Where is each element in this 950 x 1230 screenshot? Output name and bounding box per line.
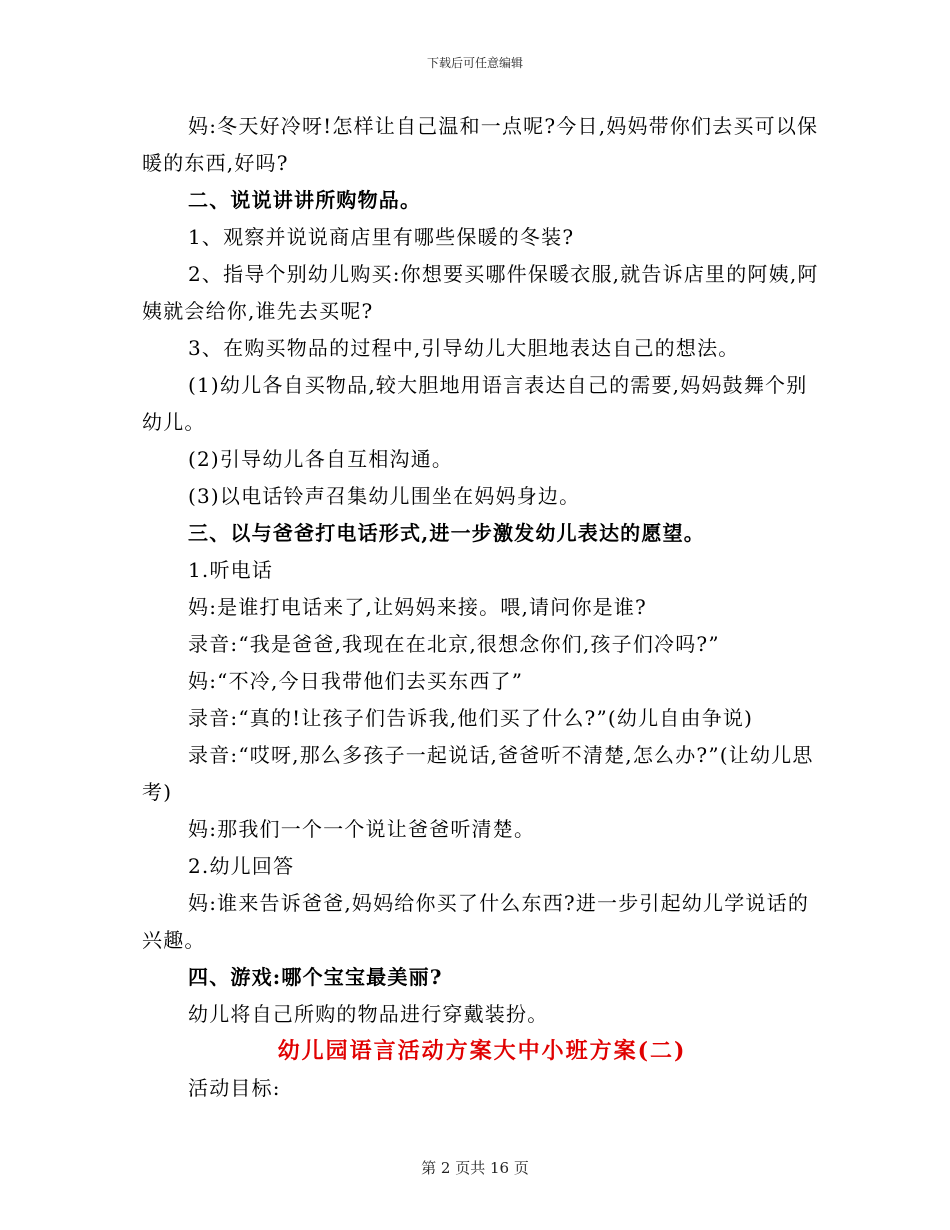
- paragraph: 妈:“不冷,今日我带他们去买东西了”: [188, 669, 524, 693]
- paragraph: 1、观察并说说商店里有哪些保暖的冬装?: [188, 225, 575, 249]
- paragraph: (3)以电话铃声召集幼儿围坐在妈妈身边。: [188, 484, 581, 508]
- paragraph: 2、指导个别幼儿购买:你想要买哪件保暖衣服,就告诉店里的阿姨,阿姨就会给你,谁先去买呢?: [142, 262, 819, 323]
- section-heading: 三、以与爸爸打电话形式,进一步激发幼儿表达的愿望。: [188, 521, 705, 545]
- paragraph: (2)引导幼儿各自互相沟通。: [188, 447, 454, 471]
- paragraph: 3、在购买物品的过程中,引导幼儿大胆地表达自己的想法。: [188, 336, 740, 360]
- paragraph: 妈:是谁打电话来了,让妈妈来接。喂,请问你是谁?: [188, 595, 647, 619]
- page-header: 下载后可任意编辑: [426, 56, 523, 70]
- paragraph: 1.听电话: [188, 558, 274, 582]
- paragraph: 妈:冬天好冷呀!怎样让自己温和一点呢?今日,妈妈带你们去买可以保暖的东西,好吗?: [142, 114, 819, 175]
- section-heading: 二、说说讲讲所购物品。: [188, 188, 422, 212]
- paragraph: 录音:“我是爸爸,我现在在北京,很想念你们,孩子们冷吗?”: [188, 632, 720, 656]
- paragraph: 2.幼儿回答: [188, 854, 295, 878]
- paragraph: 妈:谁来告诉爸爸,妈妈给你买了什么东西?进一步引起幼儿学说话的兴趣。: [142, 891, 810, 952]
- paragraph: 幼儿将自己所购的物品进行穿戴装扮。: [188, 1002, 549, 1026]
- paragraph: 妈:那我们一个一个说让爸爸听清楚。: [188, 817, 536, 841]
- paragraph: 录音:“哎呀,那么多孩子一起说话,爸爸听不清楚,怎么办?”(让幼儿思考): [142, 743, 814, 804]
- document-body: [142, 108, 822, 1107]
- paragraph: (1)幼儿各自买物品,较大胆地用语言表达自己的需要,妈妈鼓舞个别幼儿。: [142, 373, 808, 434]
- document-title: 幼儿园语言活动方案大中小班方案(二): [277, 1038, 687, 1064]
- paragraph: 录音:“真的!让孩子们告诉我,他们买了什么?”(幼儿自由争说): [188, 706, 754, 730]
- page-footer: 第 2 页共 16 页: [421, 1159, 529, 1177]
- section-heading: 四、游戏:哪个宝宝最美丽?: [188, 965, 443, 989]
- paragraph: 活动目标:: [188, 1076, 281, 1100]
